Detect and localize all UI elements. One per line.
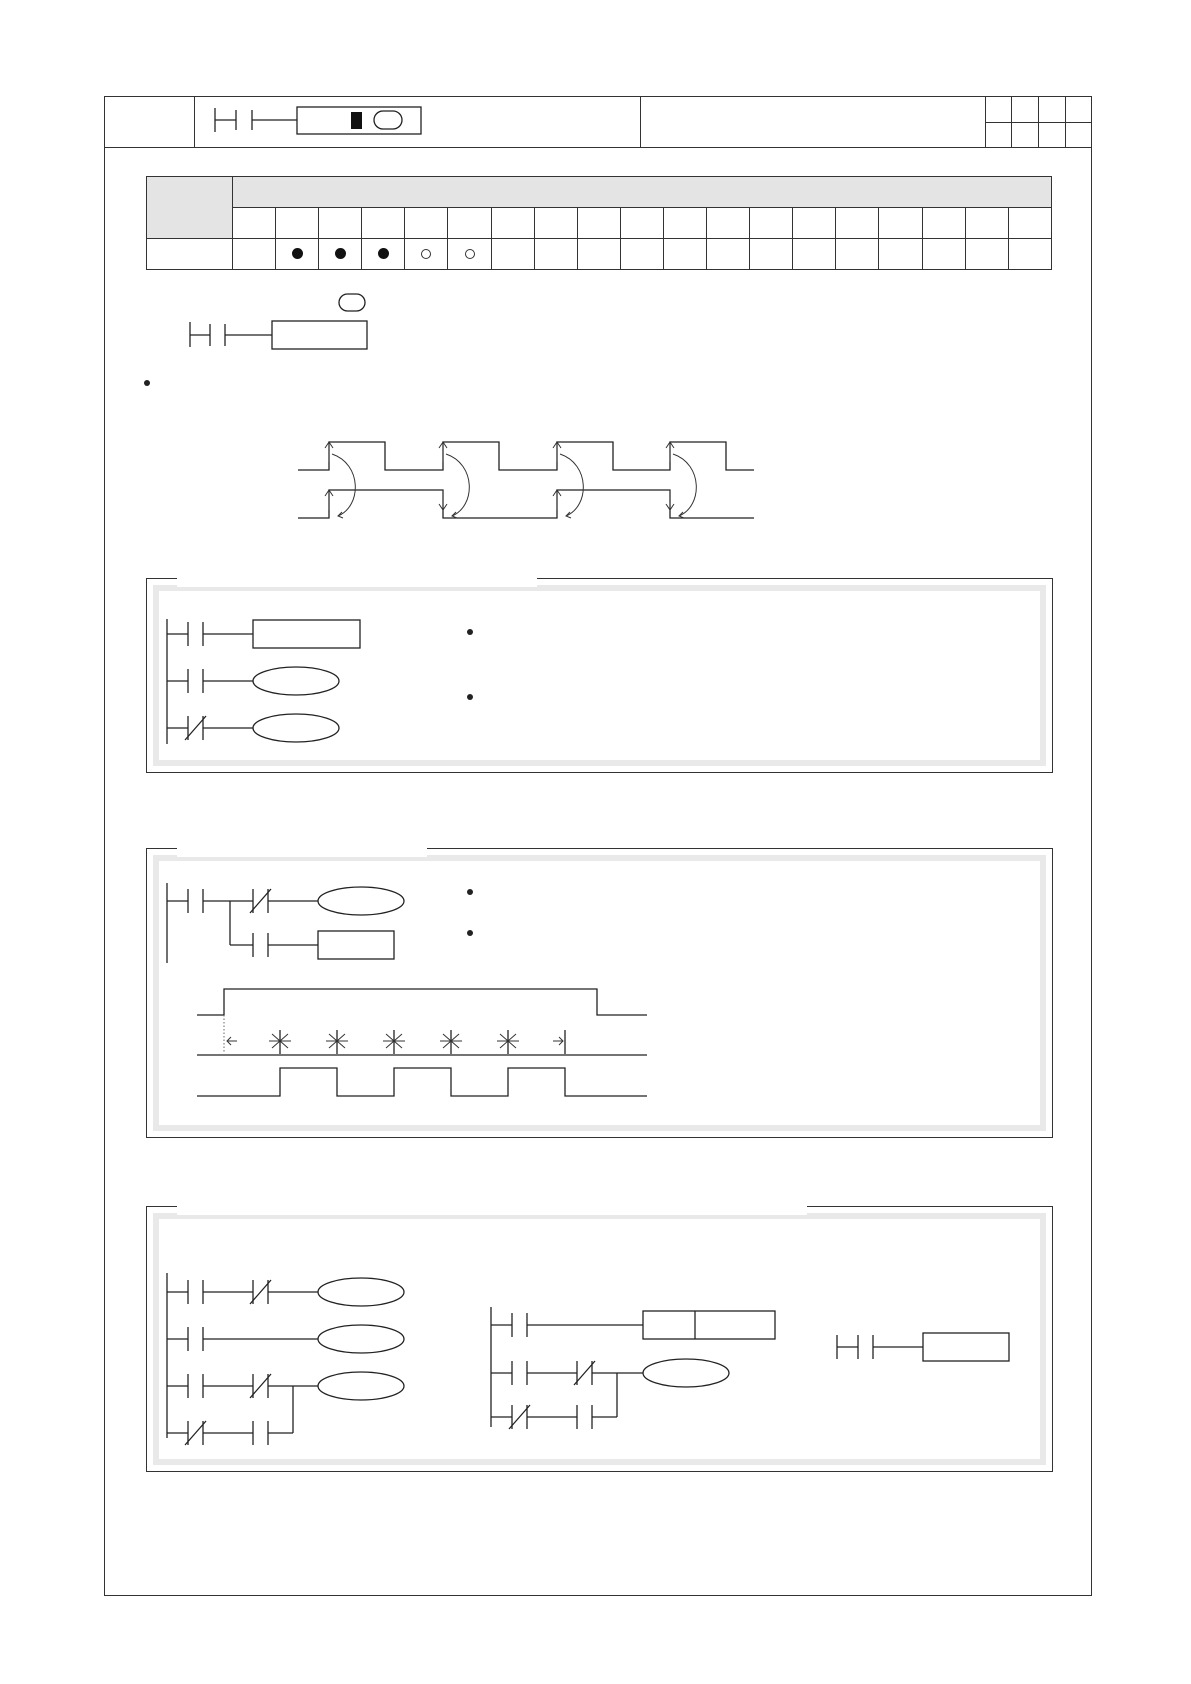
example-box-2 xyxy=(146,848,1053,1138)
column-label xyxy=(491,208,534,239)
description-bullet xyxy=(144,380,150,386)
optional-dot xyxy=(448,239,491,270)
column-label xyxy=(836,208,879,239)
column-label xyxy=(534,208,577,239)
column-label xyxy=(362,208,405,239)
column-label xyxy=(577,208,620,239)
example-3-left-ladder xyxy=(163,1273,423,1473)
header-ladder-symbol xyxy=(210,104,420,140)
operand-table-column-row xyxy=(147,208,1052,239)
applicability-cell xyxy=(965,239,1008,270)
row-label xyxy=(147,239,233,270)
applicability-cell xyxy=(233,239,276,270)
applicability-cell xyxy=(922,239,965,270)
example-box-3 xyxy=(146,1206,1053,1472)
operand-table-group-header xyxy=(233,177,1052,208)
applicability-cell xyxy=(793,239,836,270)
applicability-cell xyxy=(491,239,534,270)
column-label xyxy=(879,208,922,239)
example-1-ladder xyxy=(163,619,363,759)
filled-dot-icon xyxy=(292,248,303,259)
format-ladder xyxy=(185,292,385,352)
column-label xyxy=(233,208,276,239)
open-dot-icon xyxy=(421,249,431,259)
optional-dot xyxy=(405,239,448,270)
operand-table xyxy=(146,176,1052,270)
column-label xyxy=(448,208,491,239)
column-label xyxy=(1008,208,1051,239)
applicability-cell xyxy=(577,239,620,270)
column-label xyxy=(620,208,663,239)
filled-dot-icon xyxy=(378,248,389,259)
applicability-cell xyxy=(879,239,922,270)
operand-table-corner xyxy=(147,177,233,239)
column-label xyxy=(276,208,319,239)
example-2-note-bullet xyxy=(467,889,473,895)
applicable-dot xyxy=(276,239,319,270)
column-label xyxy=(319,208,362,239)
operand-table-applicability-row xyxy=(147,239,1052,270)
applicability-cell xyxy=(534,239,577,270)
column-label xyxy=(750,208,793,239)
example-2-ladder xyxy=(163,883,423,963)
applicable-dot xyxy=(319,239,362,270)
example-box-1 xyxy=(146,578,1053,773)
scan-markers xyxy=(227,1030,565,1054)
column-label xyxy=(793,208,836,239)
example-3-center-ladder xyxy=(487,1307,807,1437)
example-1-note-bullet xyxy=(467,629,473,635)
example-1-note-bullet xyxy=(467,694,473,700)
applicability-cell xyxy=(663,239,706,270)
applicability-cell xyxy=(620,239,663,270)
column-label xyxy=(405,208,448,239)
operand-table-group-row xyxy=(147,177,1052,208)
column-label xyxy=(965,208,1008,239)
applicable-dot xyxy=(362,239,405,270)
edge-arrows xyxy=(325,442,696,518)
column-label xyxy=(707,208,750,239)
example-2-timing-diagram xyxy=(197,987,637,1107)
example-2-note-bullet xyxy=(467,930,473,936)
open-dot-icon xyxy=(465,249,475,259)
example-3-right-ladder xyxy=(833,1329,1023,1369)
column-label xyxy=(663,208,706,239)
applicability-cell xyxy=(836,239,879,270)
filled-dot-icon xyxy=(335,248,346,259)
flipflop-timing-diagram xyxy=(296,436,766,526)
applicability-cell xyxy=(707,239,750,270)
applicability-cell xyxy=(750,239,793,270)
column-label xyxy=(922,208,965,239)
applicability-cell xyxy=(1008,239,1051,270)
